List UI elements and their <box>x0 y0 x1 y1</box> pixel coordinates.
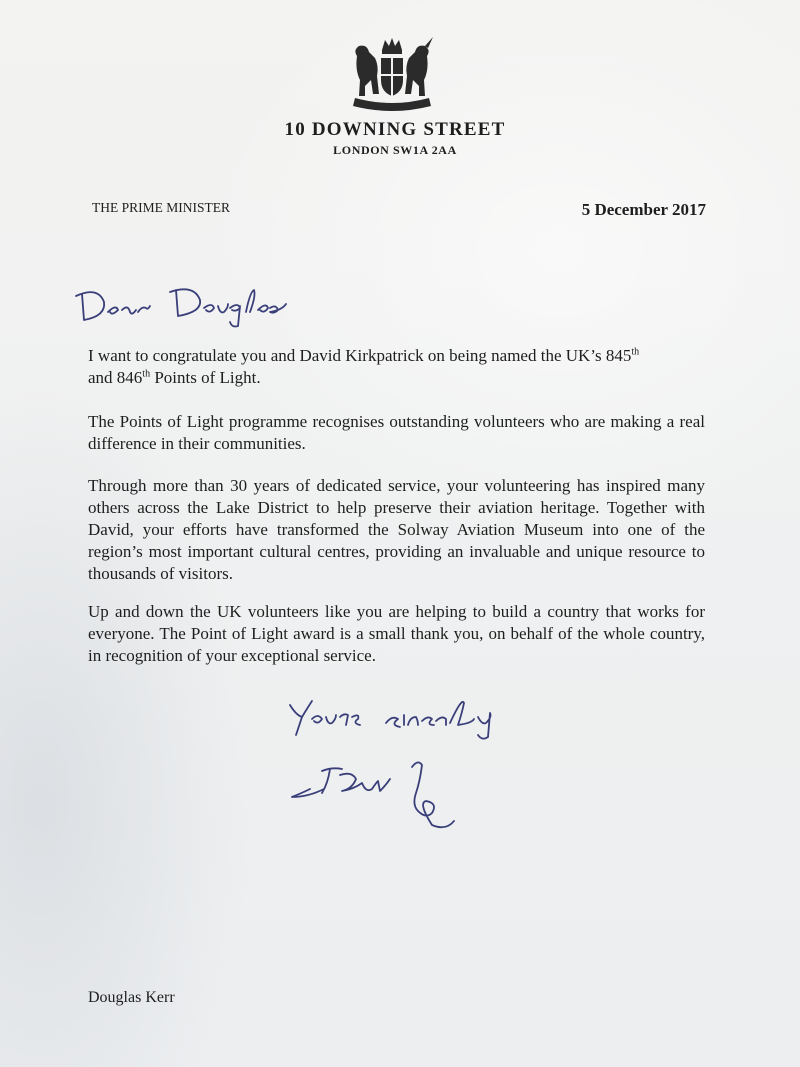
typed-signatory-name: Douglas Kerr <box>88 989 175 1006</box>
paragraph-programme: The Points of Light programme recognises outstanding volunteers who are making a real difference in their communities. <box>88 412 705 453</box>
letter-date: 5 December 2017 <box>581 200 706 219</box>
sender-office: THE PRIME MINISTER <box>92 200 230 215</box>
letterhead-postcode: LONDON SW1A 2AA <box>333 143 457 157</box>
royal-coat-of-arms-icon <box>345 36 439 116</box>
paragraph-congratulations: I want to congratulate you and David Kirkpatrick on being named the UK’s 845th and 846th Points of Light. <box>88 346 640 387</box>
handwritten-closing-and-signature <box>282 693 512 833</box>
handwritten-salutation <box>72 282 302 330</box>
paragraph-service: Through more than 30 years of dedicated service, your volunteering has inspired many others across the Lake District to help preserve their aviation heritage. Together with David, your efforts have transformed the Solway Aviation Museum into one of the region’s most important cultural centres, providing an invaluable and unique resource to thousands of visitors. <box>88 476 705 583</box>
letterhead-street: 10 DOWNING STREET <box>284 119 506 140</box>
paragraph-thanks: Up and down the UK volunteers like you are helping to build a country that works for everyone. The Point of Light award is a small thank you, on behalf of the whole country, in recognition of your exceptional service. <box>88 602 705 665</box>
